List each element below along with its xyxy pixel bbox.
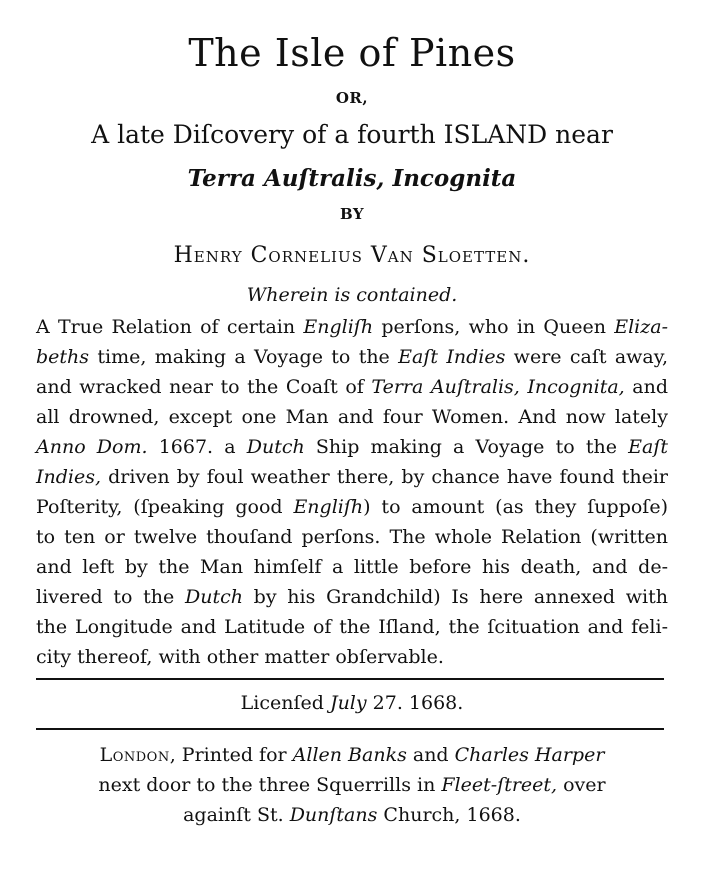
page-title: The Isle of Pines [188,31,516,75]
divider-top [36,678,664,680]
body-line-7: Poſterity, (ſpeaking good Engliſh) to amount (as they ſuppoſe) [36,496,668,518]
description-paragraph [36,312,668,672]
body-line-9: and left by the Man himſelf a little before his death, and de- [36,556,668,578]
subtitle-location: Terra Auſtralis, Incognita [187,165,517,192]
body-line-1: A True Relation of certain Engliſh perſons, who in Queen Eliza- [36,316,668,338]
divider-bottom [36,728,664,730]
imprint-line-1: London, Printed for Allen Banks and Charles Harper [99,744,605,766]
imprint [0,740,704,830]
imprint-line-2: next door to the three Squerrills in Fleet-ſtreet, over [98,774,606,796]
wherein-label: Wherein is contained. [246,284,458,306]
license-line: Licenſed July 27. 1668. [240,692,464,714]
body-line-6: Indies, driven by foul weather there, by chance have found their [36,466,668,488]
body-line-4: all drowned, except one Man and four Women. And now lately [36,406,668,428]
body-line-11: the Longitude and Latitude of the Iſland, the ſcituation and feli- [36,616,668,638]
body-line-2: beths time, making a Voyage to the Eaſt Indies were caſt away, [36,346,668,368]
by-label: BY [339,205,365,223]
body-line-8: to ten or twelve thouſand perſons. The whole Relation (written [36,526,668,548]
body-line-5: Anno Dom. 1667. a Dutch Ship making a Voyage to the Eaſt [36,436,668,458]
body-line-12: city thereof, with other matter obſervable. [36,646,444,668]
body-line-3: and wracked near to the Coaſt of Terra Auſtralis, Incognita, and [36,376,668,398]
author-name: Henry Cornelius Van Sloetten. [173,243,531,268]
body-line-10: livered to the Dutch by his Grandchild) Is here annexed with [36,586,668,608]
or-label: OR, [335,89,369,107]
imprint-line-3: againſt St. Dunſtans Church, 1668. [183,804,521,826]
subtitle: A late Diſcovery of a fourth ISLAND near [91,120,613,149]
